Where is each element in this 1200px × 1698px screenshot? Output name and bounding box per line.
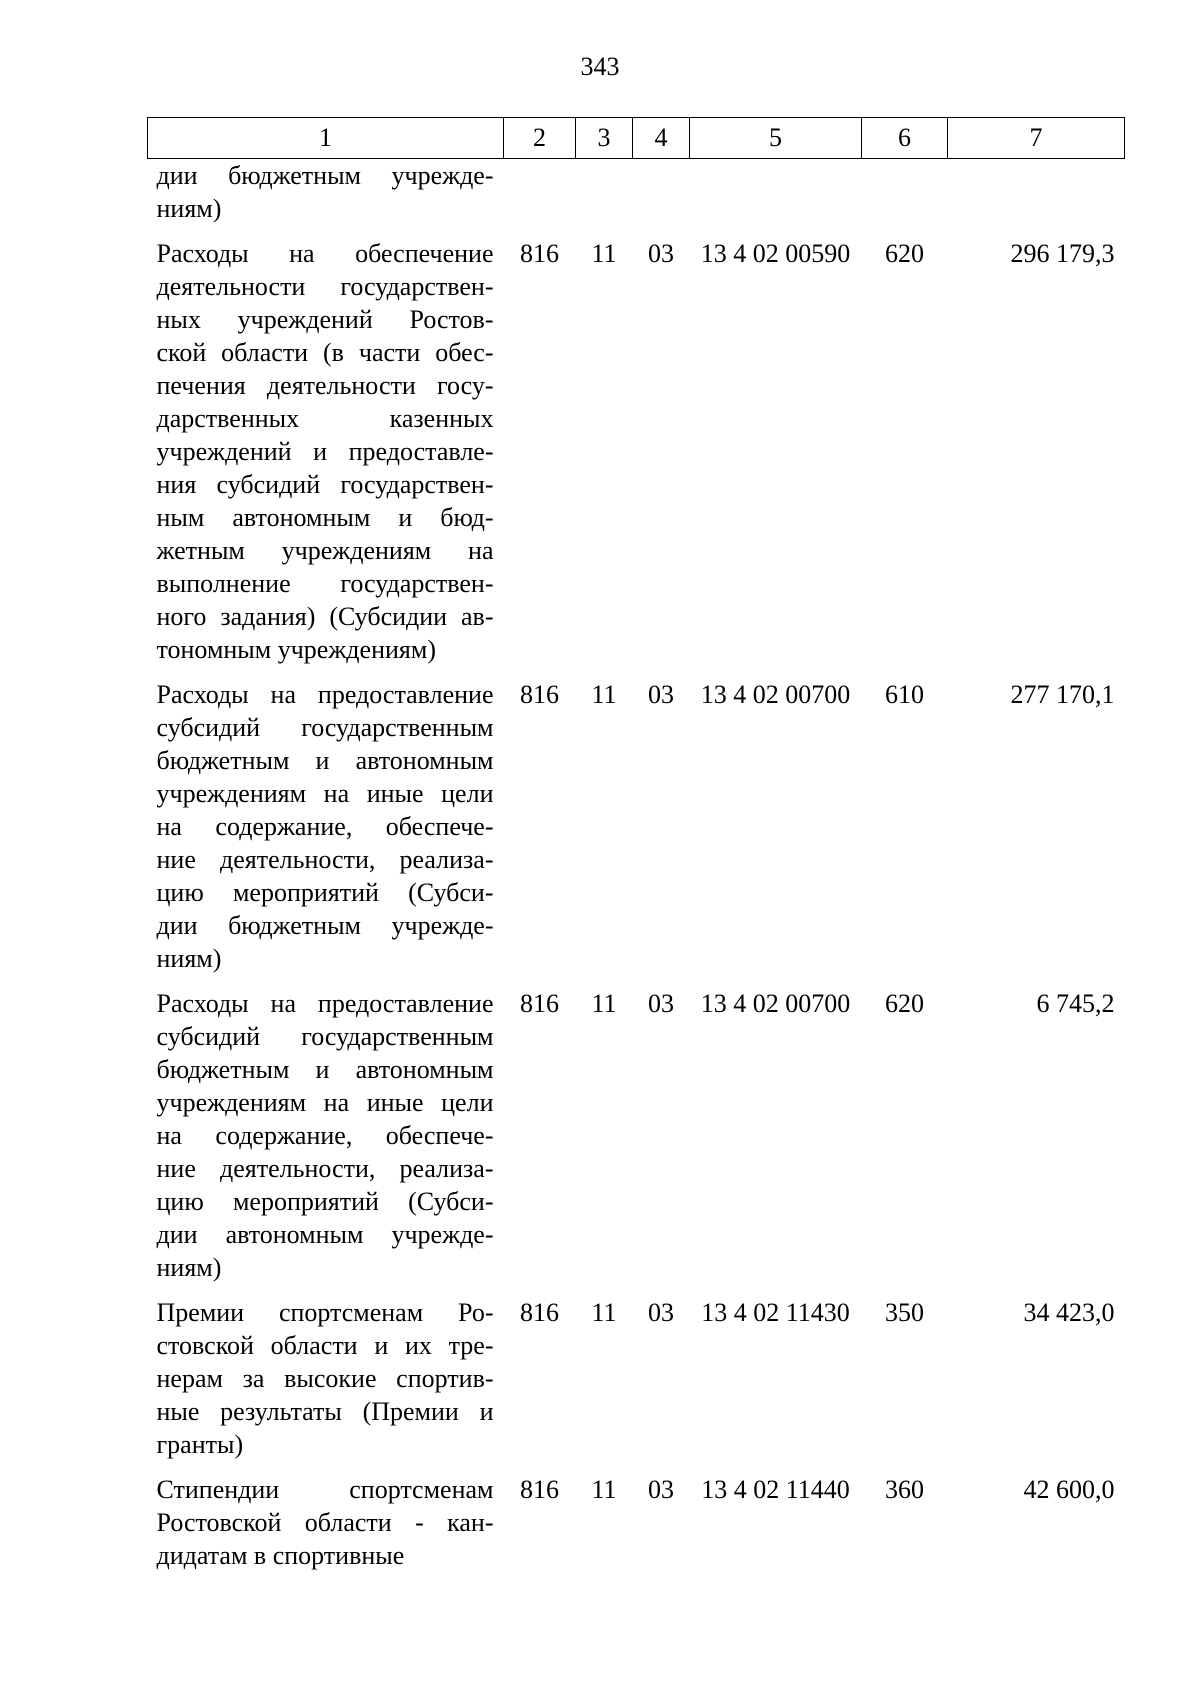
expense-name-line: бюджетным и автономным <box>156 1055 494 1084</box>
target-article-cell <box>690 159 862 226</box>
amount-cell: 296 179,3 <box>1010 239 1115 268</box>
expense-name-line: субсидий государственным <box>156 713 494 742</box>
column-header-4: 4 <box>633 118 690 159</box>
expense-name-line: бюджетным и автономным <box>156 746 494 775</box>
expense-name-line: дии автономным учрежде- <box>156 1220 494 1249</box>
target-article-cell: 13 4 02 00700 <box>700 989 851 1018</box>
expense-name-line: учреждениям на иные цели <box>156 1088 494 1117</box>
target-article-cell: 13 4 02 11440 <box>701 1475 850 1504</box>
expense-name-line: цию мероприятий (Субси- <box>156 1187 494 1216</box>
column-header-6: 6 <box>862 118 948 159</box>
expense-name-line: ных учреждений Ростов- <box>156 305 494 334</box>
expense-name-cell <box>148 225 504 666</box>
subsection-code-cell: 03 <box>648 1298 674 1327</box>
expense-name-line: дии бюджетным учрежде- <box>156 161 494 190</box>
expense-name-cell <box>148 975 504 1284</box>
section-code-cell: 11 <box>591 1475 617 1504</box>
amount-cell <box>948 159 1125 226</box>
expense-type-cell: 620 <box>885 989 924 1018</box>
expense-name-line: дидатам в спортивные <box>156 1541 405 1570</box>
section-code-cell: 11 <box>591 239 617 268</box>
expense-type-cell: 610 <box>885 680 924 709</box>
expense-name-line: стовской области и их тре- <box>156 1331 494 1360</box>
expense-type-cell <box>862 159 948 226</box>
expense-name-line: учреждениям на иные цели <box>156 779 494 808</box>
ministry-code-cell <box>504 159 576 226</box>
expense-name-line: ния субсидий государствен- <box>156 470 494 499</box>
ministry-code-cell: 816 <box>520 239 559 268</box>
expense-name-line: учреждений и предоставле- <box>156 437 494 466</box>
expense-name-line: дарственных казенных <box>156 404 494 433</box>
expense-name-line: ской области (в части обес- <box>156 338 494 367</box>
expense-name-line: ным автономным и бюд- <box>156 503 494 532</box>
expense-name-line: ниям) <box>156 1253 222 1282</box>
ministry-code-cell: 816 <box>520 680 559 709</box>
expense-name-line: ного задания) (Субсидии ав- <box>156 602 494 631</box>
subsection-code-cell: 03 <box>648 680 674 709</box>
expense-name-line: на содержание, обеспече- <box>156 812 494 841</box>
expense-name-cell <box>148 1284 504 1461</box>
subsection-code-cell: 03 <box>648 239 674 268</box>
target-article-cell: 13 4 02 00590 <box>700 239 851 268</box>
table-row <box>148 159 1125 226</box>
expense-name-line: ниям) <box>156 194 222 223</box>
budget-table <box>147 117 1125 1572</box>
table-header <box>148 118 1125 159</box>
column-header-7: 7 <box>948 118 1125 159</box>
expense-name-line: гранты) <box>156 1430 244 1459</box>
expense-type-cell: 350 <box>885 1298 924 1327</box>
section-code-cell: 11 <box>591 1298 617 1327</box>
expense-name-line: ние деятельности, реализа- <box>156 845 494 874</box>
expense-name-line: ниям) <box>156 944 222 973</box>
section-code-cell: 11 <box>591 989 617 1018</box>
expense-name-cell <box>148 159 504 226</box>
table-row <box>148 1284 1125 1461</box>
expense-name-line: Расходы на предоставление <box>156 680 494 709</box>
ministry-code-cell: 816 <box>520 1475 559 1504</box>
expense-name-line: Стипендии спортсменам <box>156 1475 494 1504</box>
expense-name-cell <box>148 666 504 975</box>
header-row <box>148 118 1125 159</box>
expense-type-cell: 620 <box>885 239 924 268</box>
expense-name-line: Расходы на обеспечение <box>156 239 494 268</box>
page-number: 343 <box>580 52 620 81</box>
ministry-code-cell: 816 <box>520 1298 559 1327</box>
section-code-cell: 11 <box>591 680 617 709</box>
expense-name-line: субсидий государственным <box>156 1022 494 1051</box>
amount-cell: 34 423,0 <box>1023 1298 1115 1327</box>
expense-type-cell: 360 <box>885 1475 924 1504</box>
table-row <box>148 666 1125 975</box>
expense-name-line: цию мероприятий (Субси- <box>156 878 494 907</box>
expense-name-line: Ростовской области - кан- <box>156 1508 494 1537</box>
expense-name-line: нерам за высокие спортив- <box>156 1364 494 1393</box>
column-header-1: 1 <box>148 118 504 159</box>
expense-name-line: дии бюджетным учрежде- <box>156 911 494 940</box>
expense-name-line: ные результаты (Премии и <box>156 1397 494 1426</box>
expense-name-cell <box>148 1461 504 1572</box>
ministry-code-cell: 816 <box>520 989 559 1018</box>
table-row <box>148 225 1125 666</box>
expense-name-line: Расходы на предоставление <box>156 989 494 1018</box>
subsection-code-cell: 03 <box>648 1475 674 1504</box>
column-header-5: 5 <box>690 118 862 159</box>
table-body <box>148 159 1125 1573</box>
target-article-cell: 13 4 02 00700 <box>700 680 851 709</box>
expense-name-line: на содержание, обеспече- <box>156 1121 494 1150</box>
expense-name-line: жетным учреждениям на <box>156 536 494 565</box>
amount-cell: 6 745,2 <box>1036 989 1115 1018</box>
expense-name-line: выполнение государствен- <box>156 569 494 598</box>
expense-name-line: печения деятельности госу- <box>156 371 494 400</box>
table-row <box>148 1461 1125 1572</box>
expense-name-line: ние деятельности, реализа- <box>156 1154 494 1183</box>
expense-name-line: деятельности государствен- <box>156 272 494 301</box>
amount-cell: 42 600,0 <box>1023 1475 1115 1504</box>
table-row <box>148 975 1125 1284</box>
section-code-cell <box>576 159 633 226</box>
column-header-3: 3 <box>576 118 633 159</box>
subsection-code-cell <box>633 159 690 226</box>
expense-name-line: тономным учреждениям) <box>156 635 436 664</box>
target-article-cell: 13 4 02 11430 <box>701 1298 850 1327</box>
amount-cell: 277 170,1 <box>1010 680 1115 709</box>
subsection-code-cell: 03 <box>648 989 674 1018</box>
column-header-2: 2 <box>504 118 576 159</box>
expense-name-line: Премии спортсменам Ро- <box>156 1298 494 1327</box>
